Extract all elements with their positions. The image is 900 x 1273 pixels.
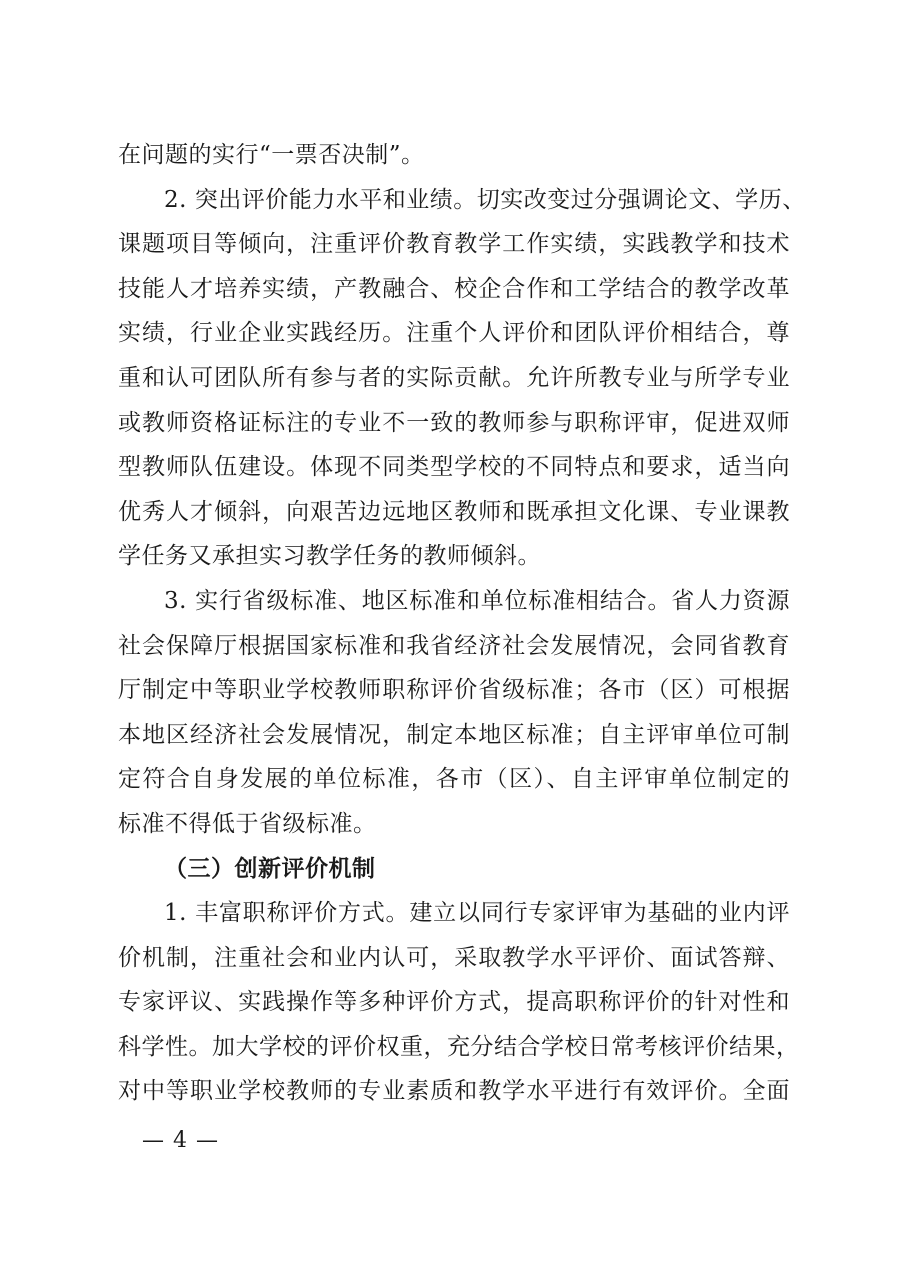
text-line: 厅制定中等职业学校教师职称评价省级标准；各市（区）可根据 [118,677,790,704]
text-line: 标准不得低于省级标准。 [118,810,377,837]
text-line: 社会保障厅根据国家标准和我省经济社会发展情况，会同省教育 [118,632,790,659]
text-line: 学任务又承担实习教学任务的教师倾斜。 [118,543,541,570]
text-line: 课题项目等倾向，注重评价教育教学工作实绩，实践教学和技术 [118,231,790,258]
text-line: 优秀人才倾斜，向艰苦边远地区教师和既承担文化课、专业课教 [118,498,790,525]
text-line: 定符合自身发展的单位标准，各市（区）、自主评审单位制定的 [118,766,790,793]
paragraph-start-line: 3. 实行省级标准、地区标准和单位标准相结合。省人力资源 [164,587,790,614]
text-line: 在问题的实行“一票否决制”。 [118,142,425,168]
section-heading: （三）创新评价机制 [164,854,376,882]
text-line: 对中等职业学校教师的专业素质和教学水平进行有效评价。全面 [118,1078,790,1105]
text-line: 技能人才培养实绩，产教融合、校企合作和工学结合的教学改革 [118,275,790,302]
text-line: 价机制，注重社会和业内认可，采取教学水平评价、面试答辩、 [118,944,790,971]
text-line: 或教师资格证标注的专业不一致的教师参与职称评审，促进双师 [118,409,790,436]
text-line: 科学性。加大学校的评价权重，充分结合学校日常考核评价结果， [118,1033,800,1060]
text-line: 本地区经济社会发展情况，制定本地区标准；自主评审单位可制 [118,721,790,748]
body-text [118,133,806,1114]
text-line: 型教师队伍建设。体现不同类型学校的不同特点和要求，适当向 [118,454,790,481]
page-number: — 4 — [142,1128,219,1153]
paragraph-start-line: 2. 突出评价能力水平和业绩。切实改变过分强调论文、学历、 [164,186,806,213]
paragraph-start-line: 1. 丰富职称评价方式。建立以同行专家评审为基础的业内评 [164,900,790,927]
text-line: 实绩，行业企业实践经历。注重个人评价和团队评价相结合，尊 [118,320,790,347]
text-line: 专家评议、实践操作等多种评价方式，提高职称评价的针对性和 [118,989,790,1016]
text-line: 重和认可团队所有参与者的实际贡献。允许所教专业与所学专业 [118,364,790,391]
